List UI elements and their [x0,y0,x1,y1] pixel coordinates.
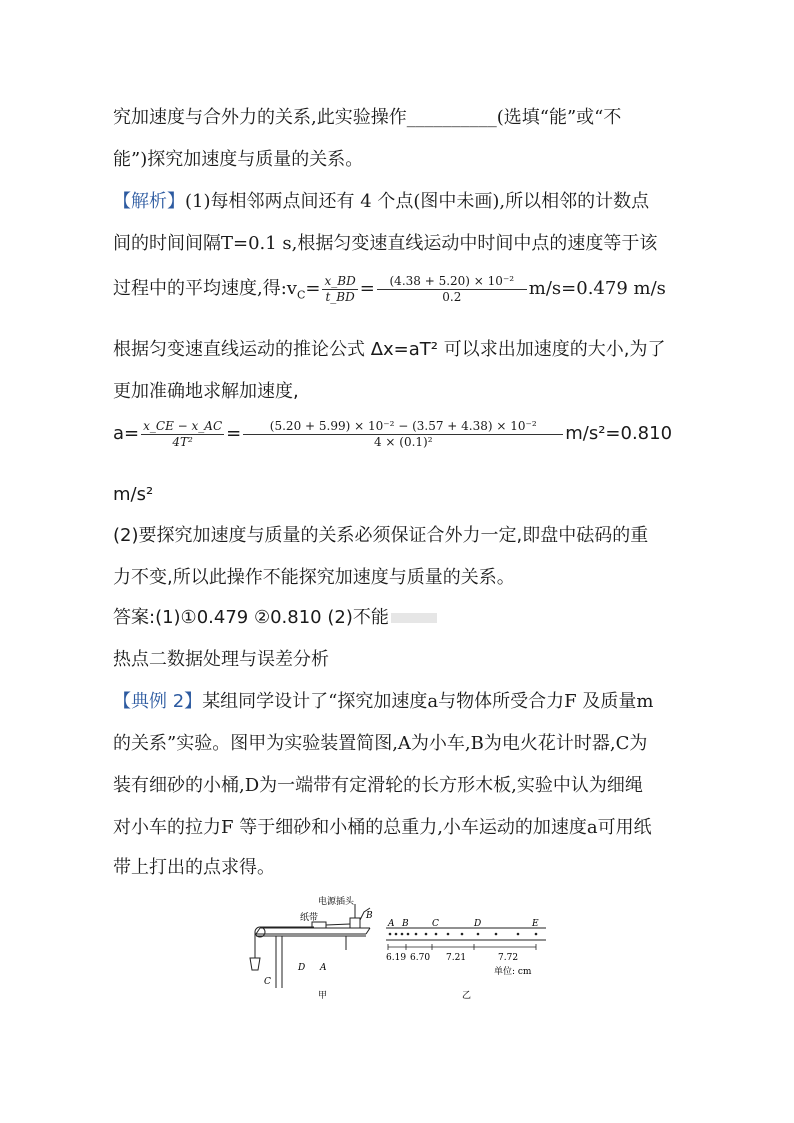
tape-point-A: A [388,919,395,929]
acceleration-result: m/s²=0.810 [565,423,673,444]
label-C: C [264,977,271,987]
tape-point-C: C [432,919,439,929]
example-text-1: 某组同学设计了“探究加速度a与物体所受合力F 及质量m [202,691,654,712]
label-B: B [366,911,373,921]
fraction-velocity-value [377,274,527,305]
fraction-denominator: 4T² [172,434,193,449]
tape-segment-1: 6.19 [386,953,407,963]
analysis-line-1 [113,190,649,214]
fraction-numerator: x_BD [324,273,356,288]
analysis-text-1: (1)每相邻两点间还有 4 个点(图中未画),所以相邻的计数点 [185,191,650,212]
example-tag: 【典例 2】 [113,691,203,712]
fraction-xce-xac [141,419,224,450]
section-heading: 热点二数据处理与误差分析 [113,649,329,670]
fraction-xbd-tbd [322,274,357,305]
fraction-denominator: 0.2 [442,289,462,304]
velocity-formula-line [113,272,666,313]
analysis-line-2: 间的时间间隔T=0.1 s,根据匀变速直线运动中时间中点的速度等于该 [113,233,658,254]
equals-sign-3: = [226,423,242,444]
tape-segment-3: 7.21 [446,953,467,963]
acceleration-prefix: a= [113,423,140,444]
velocity-result: m/s=0.479 m/s [528,278,666,299]
analysis-line-4: 更加准确地求解加速度, [113,381,299,402]
fraction-numerator: x_CE − x_AC [143,418,223,433]
example-line-3: 装有细砂的小桶,D为一端带有定滑轮的长方形木板,实验中认为细绳 [113,775,643,796]
tape-segment-2: 6.70 [410,953,431,963]
example-line-1 [113,690,653,714]
fraction-acceleration-value [243,419,563,450]
tape-point-D: D [474,919,482,929]
answer-line [113,606,437,630]
tape-figure [382,916,550,1002]
label-A: A [320,963,327,973]
equals-sign-2: = [359,278,375,299]
analysis-tag: 【解析】 [113,191,185,212]
acceleration-unit-line: m/s² [113,484,154,505]
equals-sign-1: = [305,278,321,299]
fraction-numerator: (4.38 + 5.20) × 10⁻² [377,274,527,290]
fraction-numerator: (5.20 + 5.99) × 10⁻² − (3.57 + 4.38) × 10⁻² [243,419,563,435]
tape-segment-4: 7.72 [498,953,519,963]
answer-text: 答案:(1)①0.479 ②0.810 (2)不能 [113,607,389,628]
caption-yi: 乙 [462,991,472,1001]
velocity-formula-prefix: 过程中的平均速度,得:v [113,278,297,299]
analysis-part2-line-2: 力不变,所以此操作不能探究加速度与质量的关系。 [113,567,515,588]
label-power-plug: 电源插头 [318,897,355,907]
analysis-line-3: 根据匀变速直线运动的推论公式 Δx=aT² 可以求出加速度的大小,为了 [113,339,666,360]
apparatus-figure [246,890,386,1002]
fraction-denominator: 4 × (0.1)² [373,434,433,449]
redaction-mark [391,613,437,623]
caption-jia: 甲 [318,991,328,1001]
fraction-denominator: t_BD [325,289,355,304]
tape-point-B: B [402,919,409,929]
label-D: D [298,963,306,973]
analysis-part2-line-1: (2)要探究加速度与质量的关系必须保证合外力一定,即盘中砝码的重 [113,525,649,546]
example-line-2: 的关系”实验。图甲为实验装置简图,A为小车,B为电火花计时器,C为 [113,733,648,754]
text-line-1: 究加速度与合外力的关系,此实验操作__________(选填“能”或“不 [113,107,622,128]
tape-unit-label: 单位: cm [494,967,532,977]
example-line-4: 对小车的拉力F 等于细砂和小桶的总重力,小车运动的加速度a可用纸 [113,817,652,838]
example-line-5: 带上打出的点求得。 [113,857,275,878]
tape-point-E: E [532,919,539,929]
text-line-2: 能”)探究加速度与质量的关系。 [113,149,364,170]
acceleration-formula-line [113,414,672,454]
velocity-subscript: C [296,288,306,302]
label-paper-tape: 纸带 [300,913,319,923]
